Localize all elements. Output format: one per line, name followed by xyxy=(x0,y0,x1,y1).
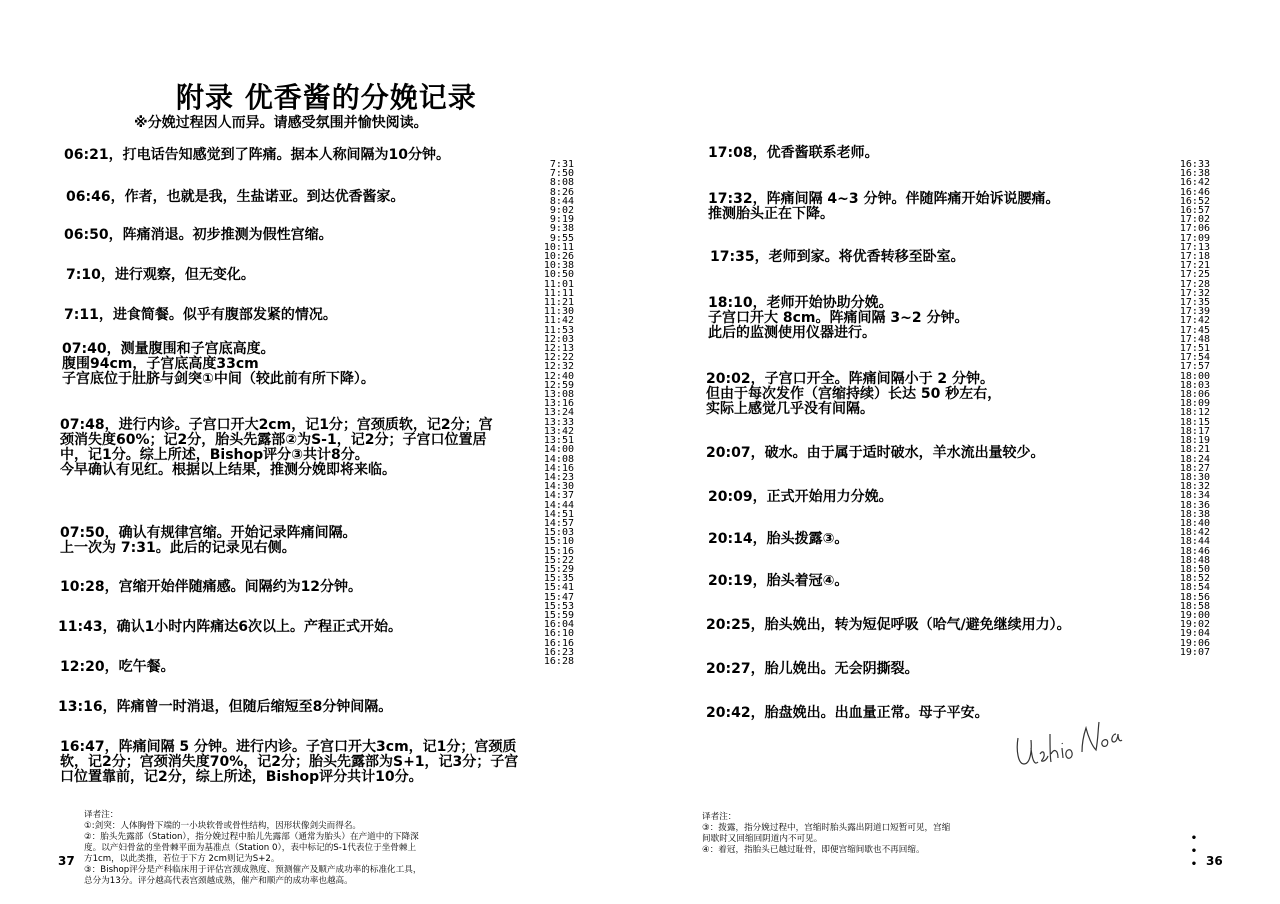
entry-line: 06:21，打电话告知感觉到了阵痛。据本人称间隔为10分钟。 xyxy=(64,147,451,163)
contraction-time: 15:29 xyxy=(543,563,574,575)
entry-line: 今早确认有见红。根据以上结果，推测分娩即将来临。 xyxy=(60,462,396,478)
contraction-time: 9:38 xyxy=(549,223,574,235)
contraction-time: 10:38 xyxy=(543,260,574,272)
contraction-time: 15:41 xyxy=(543,582,574,594)
contraction-time: 18:46 xyxy=(1179,545,1210,557)
note-line: 总分为13分。评分越高代表宫颈越成熟，催产和顺产的成功率也越高。 xyxy=(84,876,353,886)
page-number: 36 xyxy=(1206,854,1223,868)
contraction-time: 18:17 xyxy=(1179,425,1210,437)
contraction-time: 16:28 xyxy=(543,655,574,667)
contraction-time: 15:16 xyxy=(543,545,574,557)
contraction-time: 14:08 xyxy=(543,453,574,465)
entry-line: 06:50，阵痛消退。初步推测为假性宫缩。 xyxy=(64,227,333,243)
contraction-time: 9:19 xyxy=(549,214,574,226)
entry-line: 20:19，胎头着冠④。 xyxy=(708,573,849,589)
entry-line: 中，记1分。综上所述，Bishop评分③共计8分。 xyxy=(60,447,369,463)
entry-line: 实际上感觉几乎没有间隔。 xyxy=(706,401,874,417)
log-entry xyxy=(60,740,518,785)
contraction-time: 14:37 xyxy=(543,490,574,502)
log-entry xyxy=(66,190,405,205)
entry-line: 17:08，优香酱联系老师。 xyxy=(708,145,879,161)
contraction-time: 10:26 xyxy=(543,251,574,263)
entry-line: 子宫底位于肚脐与剑突①中间（较此前有所下降）。 xyxy=(62,371,375,387)
contraction-time: 15:10 xyxy=(543,536,574,548)
contraction-time: 17:21 xyxy=(1179,260,1210,272)
entry-line: 13:16，阵痛曾一时消退，但随后缩短至8分钟间隔。 xyxy=(58,699,393,715)
contraction-time: 14:51 xyxy=(543,508,574,520)
log-entry xyxy=(708,532,848,547)
dot: • xyxy=(1190,833,1198,844)
contraction-time: 8:44 xyxy=(549,195,574,207)
entry-line: 06:46，作者，也就是我，生盐诺亚。到达优香酱家。 xyxy=(66,189,405,205)
contraction-time: 18:38 xyxy=(1179,508,1210,520)
contraction-time: 17:32 xyxy=(1179,287,1210,299)
contraction-time: 12:03 xyxy=(543,333,574,345)
contraction-time: 18:54 xyxy=(1179,582,1210,594)
log-entry xyxy=(60,418,493,478)
log-entry xyxy=(58,700,392,715)
contraction-time: 11:53 xyxy=(543,324,574,336)
contraction-time: 16:38 xyxy=(1179,168,1210,180)
note-line: 译者注： xyxy=(702,812,737,822)
contraction-time: 16:16 xyxy=(543,637,574,649)
log-entry xyxy=(64,228,333,243)
contraction-time: 16:10 xyxy=(543,628,574,640)
contraction-time: 18:19 xyxy=(1179,435,1210,447)
contraction-time: 17:39 xyxy=(1179,306,1210,318)
contraction-time: 18:40 xyxy=(1179,517,1210,529)
contraction-time: 12:40 xyxy=(543,370,574,382)
contraction-time: 17:28 xyxy=(1179,278,1210,290)
contraction-time: 11:21 xyxy=(543,297,574,309)
contraction-time: 12:13 xyxy=(543,343,574,355)
contraction-time: 14:23 xyxy=(543,471,574,483)
contraction-time: 13:42 xyxy=(543,425,574,437)
contraction-time: 9:55 xyxy=(549,232,574,244)
contraction-time: 18:36 xyxy=(1179,499,1210,511)
entry-line: 20:02，子宫口开全。阵痛间隔小于 2 分钟。 xyxy=(706,371,995,387)
contraction-time: 18:48 xyxy=(1179,554,1210,566)
contraction-time: 18:32 xyxy=(1179,481,1210,493)
contraction-time: 14:57 xyxy=(543,517,574,529)
contraction-time: 18:06 xyxy=(1179,389,1210,401)
entry-line: 上一次为 7:31。此后的记录见右侧。 xyxy=(60,540,296,556)
contraction-time: 18:00 xyxy=(1179,370,1210,382)
contraction-time: 14:30 xyxy=(543,481,574,493)
contraction-time: 18:52 xyxy=(1179,573,1210,585)
entry-line: 07:48，进行内诊。子宫口开大2cm，记1分；宫颈质软，记2分；宫 xyxy=(60,417,493,433)
log-entry xyxy=(708,192,1060,222)
note-line: 方1cm，以此类推，若位于下方 2cm则记为S+2。 xyxy=(84,854,280,864)
contraction-time: 11:42 xyxy=(543,315,574,327)
contraction-time: 17:51 xyxy=(1179,343,1210,355)
contraction-time: 18:27 xyxy=(1179,462,1210,474)
note-line: ④：着冠，指胎头已越过耻骨，即便宫缩间歇也不再回缩。 xyxy=(702,845,925,855)
contraction-time: 18:09 xyxy=(1179,398,1210,410)
entry-line: 17:35，老师到家。将优香转移至卧室。 xyxy=(710,249,965,265)
contraction-time: 8:08 xyxy=(549,177,574,189)
translator-notes xyxy=(702,812,950,856)
contraction-time: 8:26 xyxy=(549,186,574,198)
contraction-time: 19:07 xyxy=(1179,646,1210,658)
entry-line: 20:25，胎头娩出，转为短促呼吸（哈气/避免继续用力）。 xyxy=(706,617,1071,633)
contraction-time: 16:46 xyxy=(1179,186,1210,198)
log-entry xyxy=(708,574,848,589)
log-entry xyxy=(60,660,175,675)
log-entry xyxy=(60,580,362,595)
entry-line: 软，记2分；宫颈消失度70%，记2分；胎头先露部为S+1，记3分；子宫 xyxy=(60,754,519,770)
log-entry xyxy=(706,706,989,721)
entry-line: 7:10，进行观察，但无变化。 xyxy=(66,267,255,283)
log-entry xyxy=(706,618,1071,633)
contraction-time: 18:56 xyxy=(1179,591,1210,603)
log-entry xyxy=(708,490,893,505)
note-line: 间歇时又回缩回阴道内不可见。 xyxy=(702,834,823,844)
contraction-time: 18:21 xyxy=(1179,444,1210,456)
entry-line: 11:43，确认1小时内阵痛达6次以上。产程正式开始。 xyxy=(58,619,403,635)
log-entry xyxy=(710,250,965,265)
entry-line: 颈消失度60%；记2分，胎头先露部②为S-1，记2分；子宫口位置居 xyxy=(60,432,487,448)
contraction-time: 15:03 xyxy=(543,527,574,539)
translator-notes xyxy=(84,810,421,887)
log-entry xyxy=(62,342,375,387)
contraction-time: 7:31 xyxy=(549,159,574,170)
contraction-times-column xyxy=(540,160,574,666)
entry-line: 20:07，破水。由于属于适时破水，羊水流出量较少。 xyxy=(706,445,1045,461)
entry-line: 口位置靠前，记2分，综上所述，Bishop评分共计10分。 xyxy=(60,769,423,785)
contraction-time: 19:00 xyxy=(1179,609,1210,621)
contraction-time: 18:30 xyxy=(1179,471,1210,483)
contraction-time: 13:51 xyxy=(543,435,574,447)
note-line: ②：胎头先露部（Station），指分娩过程中胎儿先露部（通常为胎头）在产道中的下降深 xyxy=(84,832,419,842)
entry-line: 此后的监测使用仪器进行。 xyxy=(708,325,876,341)
contraction-time: 7:50 xyxy=(549,168,574,180)
contraction-time: 15:47 xyxy=(543,591,574,603)
contraction-time: 17:48 xyxy=(1179,333,1210,345)
contraction-time: 13:24 xyxy=(543,407,574,419)
contraction-time: 17:45 xyxy=(1179,324,1210,336)
contraction-time: 11:11 xyxy=(543,287,574,299)
dot: • xyxy=(1190,859,1198,870)
contraction-time: 18:12 xyxy=(1179,407,1210,419)
contraction-time: 15:22 xyxy=(543,554,574,566)
entry-line: 7:11，进食简餐。似乎有腹部发紧的情况。 xyxy=(64,307,337,323)
contraction-time: 17:42 xyxy=(1179,315,1210,327)
contraction-time: 14:00 xyxy=(543,444,574,456)
contraction-time: 14:44 xyxy=(543,499,574,511)
contraction-time: 16:42 xyxy=(1179,177,1210,189)
contraction-time: 17:57 xyxy=(1179,361,1210,373)
contraction-time: 12:22 xyxy=(543,352,574,364)
entry-line: 12:20，吃午餐。 xyxy=(60,659,175,675)
contraction-time: 16:04 xyxy=(543,619,574,631)
entry-line: 07:40，测量腹围和子宫底高度。 xyxy=(62,341,275,357)
contraction-time: 14:16 xyxy=(543,462,574,474)
contraction-time: 16:52 xyxy=(1179,195,1210,207)
contraction-time: 10:11 xyxy=(543,241,574,253)
entry-line: 16:47，阵痛间隔 5 分钟。进行内诊。子宫口开大3cm，记1分；宫颈质 xyxy=(60,739,517,755)
contraction-time: 17:35 xyxy=(1179,297,1210,309)
contraction-time: 17:25 xyxy=(1179,269,1210,281)
note-line: 译者注： xyxy=(84,810,119,820)
log-entry xyxy=(58,620,402,635)
entry-line: 20:09，正式开始用力分娩。 xyxy=(708,489,893,505)
author-signature xyxy=(1012,712,1124,776)
entry-line: 10:28，宫缩开始伴随痛感。间隔约为12分钟。 xyxy=(60,579,363,595)
page-title: 附录 优香酱的分娩记录 xyxy=(176,81,477,114)
contraction-time: 16:23 xyxy=(543,646,574,658)
contraction-time: 16:33 xyxy=(1179,159,1210,170)
contraction-time: 12:32 xyxy=(543,361,574,373)
dot: • xyxy=(1190,846,1198,857)
contraction-time: 9:02 xyxy=(549,205,574,217)
contraction-time: 18:44 xyxy=(1179,536,1210,548)
log-entry xyxy=(708,146,879,161)
log-entry xyxy=(706,372,1001,417)
contraction-time: 18:24 xyxy=(1179,453,1210,465)
note-line: ③：Bishop评分是产科临床用于评估宫颈成熟度、预测催产及顺产成功率的标准化工具， xyxy=(84,865,422,875)
log-entry xyxy=(64,308,337,323)
contraction-time: 13:33 xyxy=(543,416,574,428)
contraction-time: 13:08 xyxy=(543,389,574,401)
entry-line: 20:14，胎头拨露③。 xyxy=(708,531,849,547)
contraction-time: 18:42 xyxy=(1179,527,1210,539)
contraction-time: 17:06 xyxy=(1179,223,1210,235)
contraction-time: 15:59 xyxy=(543,609,574,621)
log-entry xyxy=(706,662,919,677)
contraction-time: 13:16 xyxy=(543,398,574,410)
log-entry xyxy=(64,148,450,163)
note-line: ③：拨露，指分娩过程中，宫缩时胎头露出阴道口短暂可见，宫缩 xyxy=(702,823,951,833)
contraction-time: 18:03 xyxy=(1179,379,1210,391)
contraction-time: 15:53 xyxy=(543,600,574,612)
contraction-time: 18:58 xyxy=(1179,600,1210,612)
contraction-time: 17:18 xyxy=(1179,251,1210,263)
contraction-time: 11:30 xyxy=(543,306,574,318)
entry-line: 07:50，确认有规律宫缩。开始记录阵痛间隔。 xyxy=(60,525,357,541)
entry-line: 20:27，胎儿娩出。无会阴撕裂。 xyxy=(706,661,919,677)
continuation-dots xyxy=(1190,832,1198,871)
entry-line: 18:10，老师开始协助分娩。 xyxy=(708,295,893,311)
contraction-time: 17:09 xyxy=(1179,232,1210,244)
contraction-time: 18:15 xyxy=(1179,416,1210,428)
contraction-time: 16:57 xyxy=(1179,205,1210,217)
contraction-time: 17:02 xyxy=(1179,214,1210,226)
note-line: 度。以产妇骨盆的坐骨棘平面为基准点（Station 0），表中标记的S-1代表位于坐骨棘上 xyxy=(84,843,417,853)
contraction-time: 11:01 xyxy=(543,278,574,290)
log-entry xyxy=(706,446,1045,461)
log-entry xyxy=(708,296,968,341)
entry-line: 腹围94cm，子宫底高度33cm xyxy=(62,356,259,372)
entry-line: 子宫口开大 8cm。阵痛间隔 3~2 分钟。 xyxy=(708,310,969,326)
log-entry xyxy=(60,526,357,556)
contraction-time: 15:35 xyxy=(543,573,574,585)
contraction-time: 10:50 xyxy=(543,269,574,281)
contraction-time: 19:02 xyxy=(1179,619,1210,631)
contraction-time: 17:13 xyxy=(1179,241,1210,253)
right-page xyxy=(640,0,1280,904)
contraction-time: 17:54 xyxy=(1179,352,1210,364)
entry-line: 但由于每次发作（宫缩持续）长达 50 秒左右， xyxy=(706,386,1002,402)
contraction-time: 18:34 xyxy=(1179,490,1210,502)
entry-line: 20:42，胎盘娩出。出血量正常。母子平安。 xyxy=(706,705,989,721)
note-line: ①:剑突：人体胸骨下端的一小块软骨或骨性结构，因形状像剑尖而得名。 xyxy=(84,821,362,831)
contraction-time: 12:59 xyxy=(543,379,574,391)
contraction-time: 18:50 xyxy=(1179,563,1210,575)
entry-line: 推测胎头正在下降。 xyxy=(708,206,834,222)
contraction-time: 19:06 xyxy=(1179,637,1210,649)
contraction-time: 19:04 xyxy=(1179,628,1210,640)
log-entry xyxy=(66,268,255,283)
page-number: 37 xyxy=(58,854,75,868)
page-subtitle: ※分娩过程因人而异。请感受氛围并愉快阅读。 xyxy=(134,115,428,131)
entry-line: 17:32，阵痛间隔 4~3 分钟。伴随阵痛开始诉说腰痛。 xyxy=(708,191,1060,207)
contraction-times-column xyxy=(1176,160,1210,657)
